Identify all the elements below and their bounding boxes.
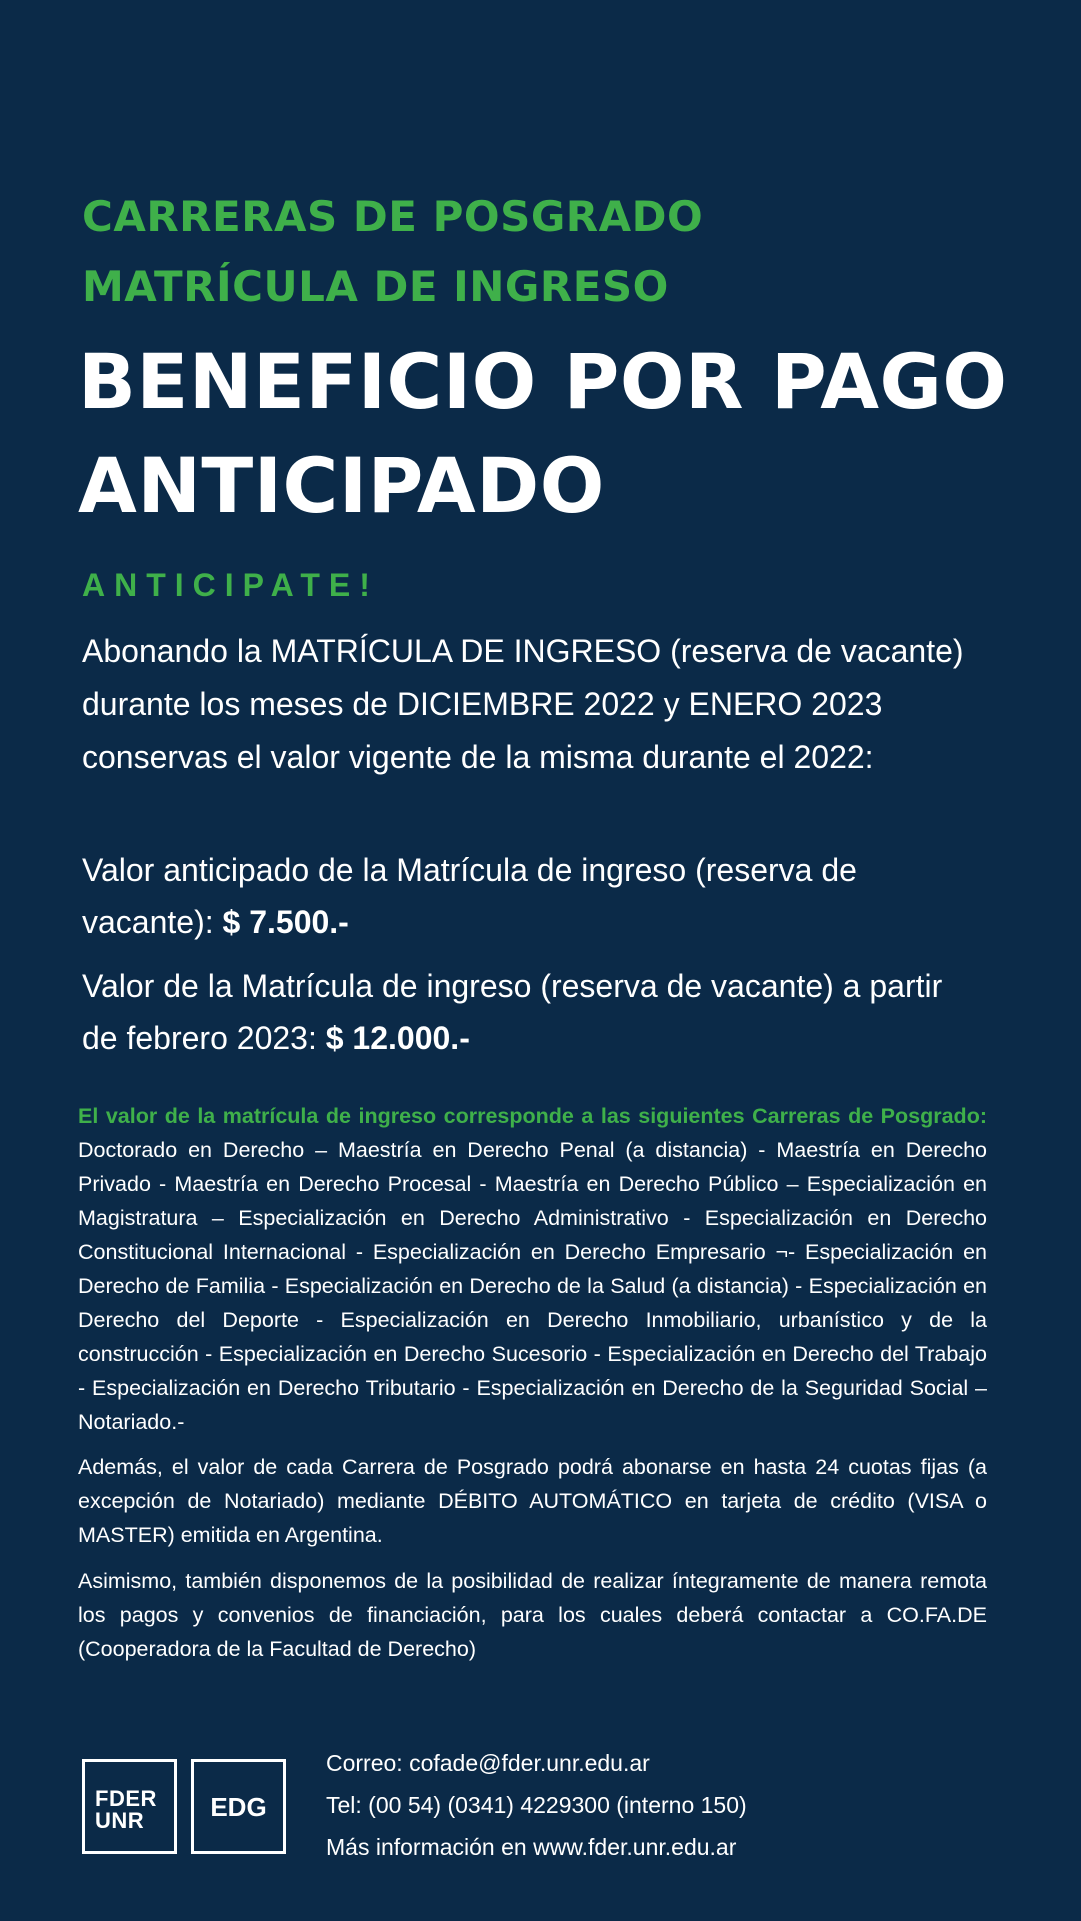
title-line-1: BENEFICIO POR PAGO [78, 337, 1008, 426]
fder-unr-logo [82, 1759, 177, 1854]
careers-lead: El valor de la matrícula de ingreso corresponde a las siguientes Carreras de Posgrado: [78, 1104, 987, 1128]
title-line-2: ANTICIPADO [78, 441, 605, 530]
header-subtitle [82, 182, 1002, 322]
regular-value [82, 960, 982, 1064]
contact-phone[interactable]: Tel: (00 54) (0341) 4229300 (interno 150) [326, 1792, 747, 1818]
careers-list: Doctorado en Derecho – Maestría en Derecho Penal (a distancia) - Maestría en Derecho Privado - Maestría en Derecho Procesal - Maestría en Derecho Público – Especialización en Magistratura – Especialización en Derecho Administrativo - Especialización en Derecho Constitucional Internacional - Especialización en Derecho Empresario ¬- Especialización en Derecho de Familia - Especialización en Derecho de la Salud (a distancia) - Especialización en Derecho del Deporte - Especialización en Derecho Inmobiliario, urbanístico y de la construcción - Especialización en Derecho Sucesorio - Especialización en Derecho del Trabajo - Especialización en Derecho Tributario - Especialización en Derecho de la Seguridad Social – Notariado.- [78, 1138, 987, 1434]
advance-value-amount: $ 7.500.- [222, 904, 349, 940]
contact-website[interactable]: Más información en www.fder.unr.edu.ar [326, 1834, 737, 1860]
regular-value-amount: $ 12.000.- [325, 1020, 470, 1056]
installments-paragraph: Además, el valor de cada Carrera de Posgrado podrá abonarse en hasta 24 cuotas fijas (a excepción de Notariado) mediante DÉBITO AUTOMÁTICO en tarjeta de crédito (VISA o MASTER) emitida en Argentina. [78, 1455, 987, 1547]
header-line-2: MATRÍCULA DE INGRESO [82, 262, 669, 311]
edg-logo [191, 1759, 286, 1854]
anticipate-heading: ANTICIPATE! [82, 567, 379, 603]
contact-info [326, 1742, 747, 1868]
edg-logo-text: EDG [210, 1792, 267, 1822]
contact-email[interactable]: Correo: cofade@fder.unr.edu.ar [326, 1750, 650, 1776]
intro-paragraph: Abonando la MATRÍCULA DE INGRESO (reserva de vacante) durante los meses de DICIEMBRE 2022 y ENERO 2023 conservas el valor vigente de la misma durante el 2022: [82, 633, 964, 775]
fder-logo-line-1: FDER [95, 1786, 157, 1811]
page-title [78, 330, 1058, 538]
remote-payments-paragraph: Asimismo, también disponemos de la posibilidad de realizar íntegramente de manera remota los pagos y convenios de financiación, para los cuales deberá contactar a CO.FA.DE (Cooperadora de la Facultad de Derecho) [78, 1569, 987, 1661]
regular-value-label: Valor de la Matrícula de ingreso (reserva de vacante) a partir de febrero 2023: [82, 968, 943, 1056]
header-line-1: CARRERAS DE POSGRADO [82, 192, 704, 241]
fder-logo-line-2: UNR [95, 1808, 145, 1833]
careers-paragraph [78, 1099, 987, 1439]
advance-value-label: Valor anticipado de la Matrícula de ingreso (reserva de vacante): [82, 852, 857, 940]
advance-value [82, 844, 982, 948]
